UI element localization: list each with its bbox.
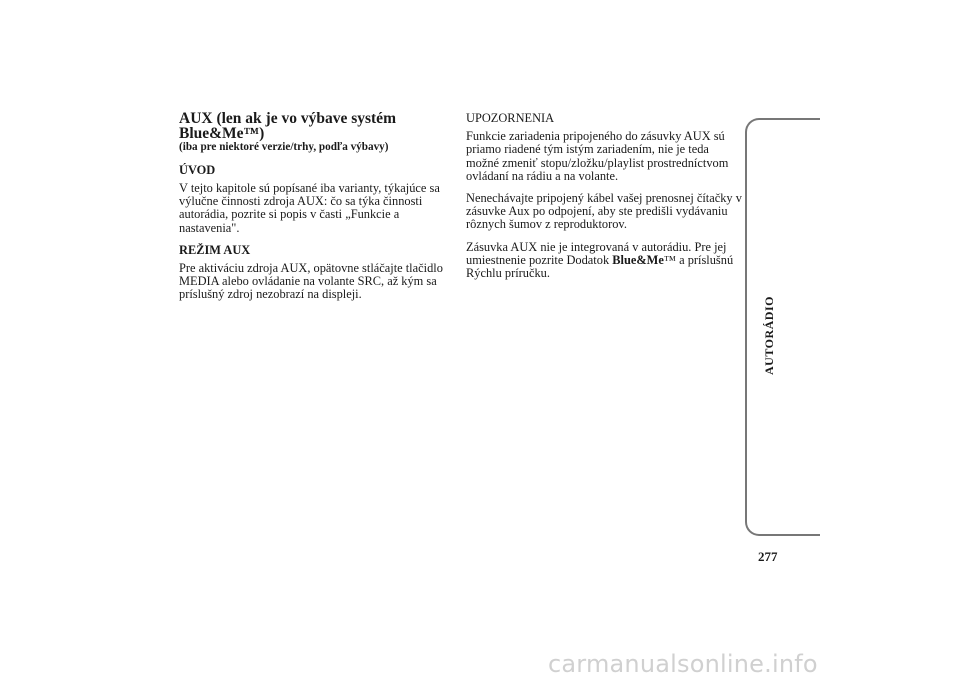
chapter-tab-border xyxy=(745,118,820,536)
section-subtitle: (iba pre niektoré verzie/trhy, podľa výbavy) xyxy=(179,141,389,153)
warning-paragraph-3-start: Zásuvka AUX nie je integrovaná v autorádiu. Pre jej umiestnenie pozrite Dodatok xyxy=(466,239,727,267)
warning-paragraph-1: Funkcie zariadenia pripojeného do zásuvky AUX sú priamo riadené tým istým zariadením, nie je teda možné zmeniť stopu/zložku/playlist prostredníctvom ovládaní na rádiu a na volante. xyxy=(466,129,729,183)
warning-paragraph-2: Nenechávajte pripojený kábel vašej prenosnej čítačky v zásuvke Aux po odpojení, aby ste predišli vydávaniu rôznych šumov z reproduktorov. xyxy=(466,191,742,232)
right-column xyxy=(466,112,742,289)
warning-paragraph-3-end: ™ a príslušnú Rýchlu príručku. xyxy=(466,252,734,281)
warnings-heading: UPOZORNENIA xyxy=(466,111,555,125)
aux-mode-heading: REŽIM AUX xyxy=(179,242,251,257)
left-column xyxy=(179,112,451,310)
intro-paragraph: V tejto kapitole sú popísané iba varianty, týkajúce sa výlučne činnosti zdroja AUX: čo sa týka činnosti autorádia, pozrite si popis v časti „Funkcie a nastavenia". xyxy=(179,181,440,235)
chapter-label xyxy=(759,295,779,375)
aux-mode-paragraph: Pre aktiváciu zdroja AUX, opätovne stláčajte tlačidlo MEDIA alebo ovládanie na volante SRC, až kým sa príslušný zdroj nezobrazí na displeji. xyxy=(179,260,443,302)
intro-heading: ÚVOD xyxy=(179,163,216,177)
watermark: carmanualsonline.info xyxy=(548,650,818,678)
chapter-label-text: AUTORÁDIO xyxy=(761,295,776,375)
page-number: 277 xyxy=(758,549,778,564)
warning-paragraph-3 xyxy=(466,241,742,281)
section-title: AUX (len ak je vo výbave systém Blue&Me™) xyxy=(179,110,396,142)
blue-me-reference: Blue&Me xyxy=(612,252,664,267)
